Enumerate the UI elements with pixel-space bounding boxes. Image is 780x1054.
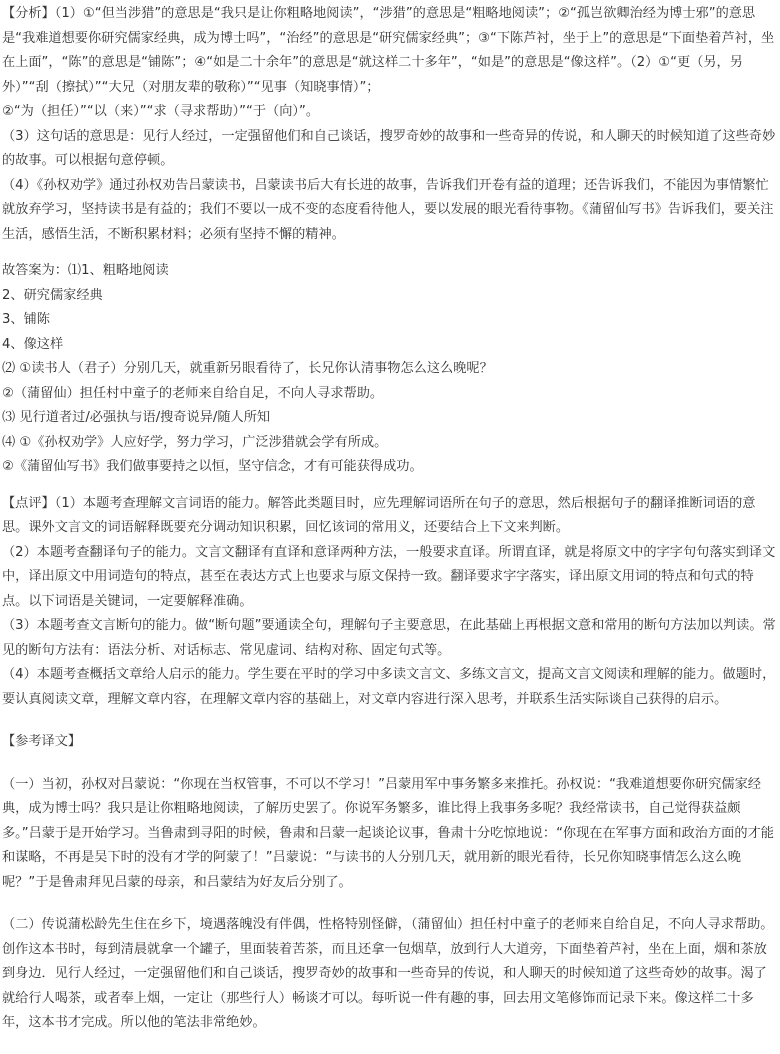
analysis-paragraph-1: 【分析】（1）①“但当涉猎”的意思是“我只是让你粗略地阅读”，“涉猎”的意思是“粗略地阅读”；②“孤岂欲卿治经为博士邪”的意思是“我难道想要你研究儒家经典，成为博士吗”，“治经”的意思是“研究儒家经典”；③“下陈芦衬，坐于上”的意思是“下面垫着芦衬，坐在上面”，“陈”的意思是“铺陈”；④“如是二十余年”的意思是“就这样二十多年”，“如是”的意思是“像这样”。（2）①“更（另，另外）”“刮（擦拭）”“大兄（对朋友辈的敬称）”“见事（知晓事情）”； [2,6,775,95]
answer-section [2,259,778,480]
answer-line: ②（蒲留仙）担任村中童子的老师来自给自足，不向人寻求帮助。 [2,385,384,401]
comment-paragraph-3: （3）本题考查文言断句的能力。做“断句题”要通读全句，理解句子主要意思，在此基础上再根据文意和常用的断句方法加以判读。常见的断句方法有：语法分析、对话标志、常见虚词、结构对称、固定句式等。 [2,618,776,658]
analysis-paragraph-2: ②“为（担任）”“以（来）”“求（寻求帮助）”“于（向）”。 [2,104,320,119]
comment-section [2,492,778,713]
answer-line: ⑶ 见行道者过/必强执与语/搜奇说异/随人所知 [2,410,271,425]
analysis-section [2,2,778,247]
translation-paragraph-2: （二）传说蒲松龄先生住在乡下，境遇落魄没有伴偶，性格特别怪僻，（蒲留仙）担任村中童子的老师来自给自足，不向人寻求帮助。创作这本书时，每到清晨就拿一个罐子，里面装着苦茶，而且还拿一包烟草，放到行人大道旁，下面垫着芦衬，坐在上面，烟和茶放到身边．见行人经过，一定强留他们和自己谈话，搜罗奇妙的故事和一些奇异的传说，和人聊天的时候知道了这些奇妙的故事。渴了就给行人喝茶，或者奉上烟，一定让（那些行人）畅谈才可以。每听说一件有趣的事，回去用文笔修饰而记录下来。像这样二十多年，这本书才完成。所以他的笔法非常绝妙。 [2,917,774,1030]
reference-translation-section [2,730,778,1036]
answer-line: 3、铺陈 [2,312,50,327]
answer-line: ⑵ ①读书人（君子）分别几天，就重新另眼看待了，长兄你认清事物怎么这么晚呢？ [2,361,493,376]
comment-paragraph-4: （4）本题考查概括文章给人启示的能力。学生要在平时的学习中多读文言文、多练文言文，提高文言文阅读和理解的能力。做题时，要认真阅读文章，理解文章内容，在理解文章内容的基础上，对文章内容进行深入思考，并联系生活实际谈自己获得的启示。 [2,667,776,707]
answer-line: ②《蒲留仙写书》我们做事要持之以恒，坚守信念，才有可能获得成功。 [2,459,423,474]
analysis-paragraph-3: （3）这句话的意思是：见行人经过，一定强留他们和自己谈话，搜罗奇妙的故事和一些奇异的传说，和人聊天的时候知道了这些奇妙的故事。可以根据句意停顿。 [2,128,776,168]
translation-paragraph-1: （一）当初，孙权对吕蒙说：“你现在当权管事，不可以不学习！”吕蒙用军中事务繁多来推托。孙权说：“我难道想要你研究儒家经典，成为博士吗？我只是让你粗略地阅读，了解历史罢了。你说军务繁多，谁比得上我事务多呢？我经常读书，自己觉得获益颇多。”吕蒙于是开始学习。当鲁肃到寻阳的时候，鲁肃和吕蒙一起谈论议事，鲁肃十分吃惊地说：“你现在在军事方面和政治方面的才能和谋略，不再是吴下时的没有才学的阿蒙了！”吕蒙说：“与读书的人分别几天，就用新的眼光看待，长兄你知晓事情怎么这么晚呢？”于是鲁肃拜见吕蒙的母亲，和吕蒙结为好友后分别了。 [2,776,774,890]
answer-line: 故答案为：⑴1、粗略地阅读 [2,263,169,278]
answer-line: ⑷ ①《孙权劝学》人应好学，努力学习，广泛涉猎就会学有所成。 [2,434,388,450]
comment-paragraph-2: （2）本题考查翻译句子的能力。文言文翻译有直译和意译两种方法，一般要求直译。所谓直译，就是将原文中的字字句句落实到译文中，译出原文中用词造句的特点，甚至在表达方式上也要求与原文保持一致。翻译要求字字落实，译出原文用词的特点和句式的特点。以下词语是关键词，一定要解释准确。 [2,544,776,609]
answer-line: 4、像这样 [2,336,64,352]
answer-line: 2、研究儒家经典 [2,287,103,303]
analysis-paragraph-4: （4）《孙权劝学》通过孙权劝告吕蒙读书，吕蒙读书后大有长进的故事，告诉我们开卷有益的道理；还告诉我们，不能因为事情繁忙就放弃学习，坚持读书是有益的；我们不要以一成不变的态度看待他人，要以发展的眼光看待事物。《蒲留仙写书》告诉我们，要关注生活，感悟生活，不断积累材料；必须有坚持不懈的精神。 [2,177,774,242]
comment-paragraph-1: 【点评】（1）本题考查理解文言词语的能力。解答此类题目时，应先理解词语所在句子的意思，然后根据句子的翻译推断词语的意思。课外文言文的词语解释既要充分调动知识积累，回忆该词的常用义，还要结合上下文来判断。 [2,495,756,535]
reference-title: 【参考译文】 [2,734,82,749]
